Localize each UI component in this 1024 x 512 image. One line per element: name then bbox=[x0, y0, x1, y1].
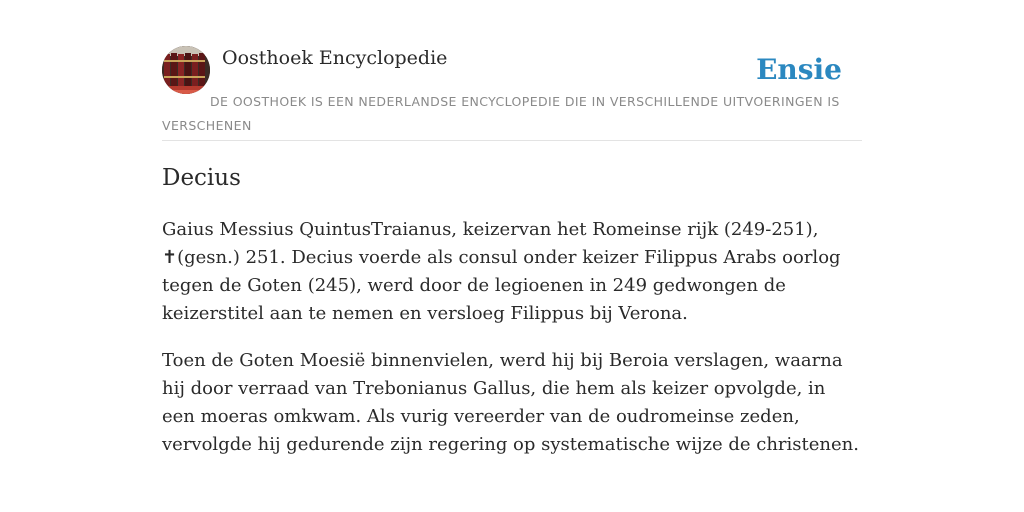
article-title: Decius bbox=[162, 165, 241, 191]
article-paragraph: Gaius Messius QuintusTraianus, keizervan het Romeinse rijk (249-251), ✝(gesn.) 251. Decius voerde als consul onder keizer Filippus Arabs oorlog tegen de Goten (245), werd door de legioenen in 249 gedwongen de keizerstitel aan te nemen en versloeg Filippus bij Verona. bbox=[162, 219, 841, 324]
site-header bbox=[162, 46, 862, 141]
article-paragraph: Toen de Goten Moesië binnenvielen, werd hij bij Beroia verslagen, waarna hij door verraad van Trebonianus Gallus, die hem als keizer opvolgde, in een moeras omkwam. Als vurig vereerder van de oudromeinse zeden, vervolgde hij gedurende zijn regering op systematische wijze de christenen. bbox=[162, 350, 859, 455]
site-name[interactable]: Oosthoek Encyclopedie bbox=[222, 47, 448, 69]
encyclopedia-books-icon[interactable] bbox=[162, 46, 210, 94]
brand-logo[interactable]: Ensie bbox=[756, 53, 842, 86]
site-tagline: DE OOSTHOEK IS EEN NEDERLANDSE ENCYCLOPEDIE DIE IN VERSCHILLENDE UITVOERINGEN IS VERSCHENEN bbox=[162, 94, 840, 133]
article bbox=[162, 160, 862, 459]
